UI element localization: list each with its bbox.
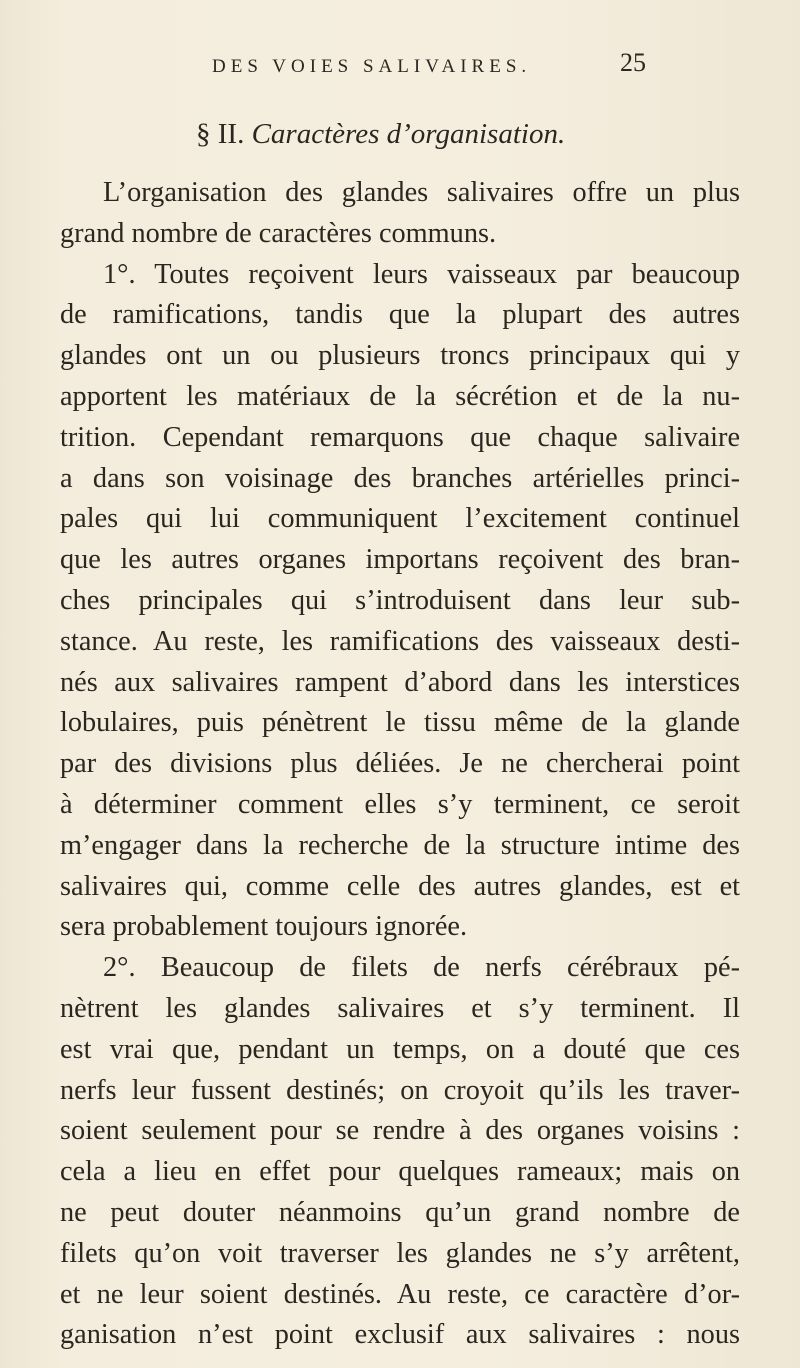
page-number: 25 — [620, 48, 646, 77]
text-line: sera probablement toujours ignorée. — [60, 911, 468, 943]
text-line: apportent les matériaux de la sécrétion et de la nu- — [60, 380, 740, 412]
text-line: filets qu’on voit traverser les glandes ne s’y arrêtent, — [60, 1237, 740, 1269]
text-line: nerfs leur fussent destinés; on croyoit qu’ils les traver- — [60, 1074, 740, 1106]
section-heading — [196, 118, 565, 151]
section-title: Caractères d’organisation. — [251, 118, 566, 150]
text-line: cela a lieu en effet pour quelques rameaux; mais on — [60, 1156, 740, 1188]
section-mark: § II. — [196, 118, 245, 150]
running-head: DES VOIES SALIVAIRES. — [212, 56, 532, 77]
text-line: a dans son voisinage des branches artérielles princi- — [60, 462, 740, 494]
text-line: L’organisation des glandes salivaires offre un plus — [103, 177, 740, 208]
text-line: stance. Au reste, les ramifications des vaisseaux desti- — [60, 625, 740, 657]
body-text — [60, 173, 740, 1356]
text-line: et ne leur soient destinés. Au reste, ce caractère d’or- — [60, 1278, 740, 1310]
text-line: nés aux salivaires rampent d’abord dans les interstices — [60, 666, 740, 698]
text-line: 1°. Toutes reçoivent leurs vaisseaux par beaucoup — [103, 258, 740, 290]
text-line: salivaires qui, comme celle des autres glandes, est et — [60, 870, 740, 902]
text-line: ganisation n’est point exclusif aux salivaires : nous — [60, 1319, 740, 1351]
text-line: trition. Cependant remarquons que chaque salivaire — [60, 421, 740, 453]
text-line: m’engager dans la recherche de la structure intime des — [60, 829, 740, 861]
text-line: ne peut douter néanmoins qu’un grand nombre de — [60, 1196, 740, 1228]
text-line: est vrai que, pendant un temps, on a douté que ces — [60, 1033, 740, 1065]
text-line: nètrent les glandes salivaires et s’y terminent. Il — [60, 992, 740, 1024]
text-line: glandes ont un ou plusieurs troncs principaux qui y — [60, 340, 740, 372]
text-line: lobulaires, puis pénètrent le tissu même de la glande — [60, 707, 740, 739]
text-line: grand nombre de caractères communs. — [60, 217, 497, 249]
text-line: par des divisions plus déliées. Je ne chercherai point — [60, 748, 740, 780]
text-line: pales qui lui communiquent l’excitement continuel — [60, 503, 740, 535]
text-line: de ramifications, tandis que la plupart des autres — [60, 299, 740, 331]
text-line: que les autres organes importans reçoivent des bran- — [60, 544, 740, 576]
text-line: ches principales qui s’introduisent dans leur sub- — [60, 584, 740, 616]
text-line: soient seulement pour se rendre à des organes voisins : — [60, 1115, 740, 1147]
text-line: 2°. Beaucoup de filets de nerfs cérébraux pé- — [103, 952, 740, 984]
text-line: à déterminer comment elles s’y terminent, ce seroit — [60, 788, 740, 820]
